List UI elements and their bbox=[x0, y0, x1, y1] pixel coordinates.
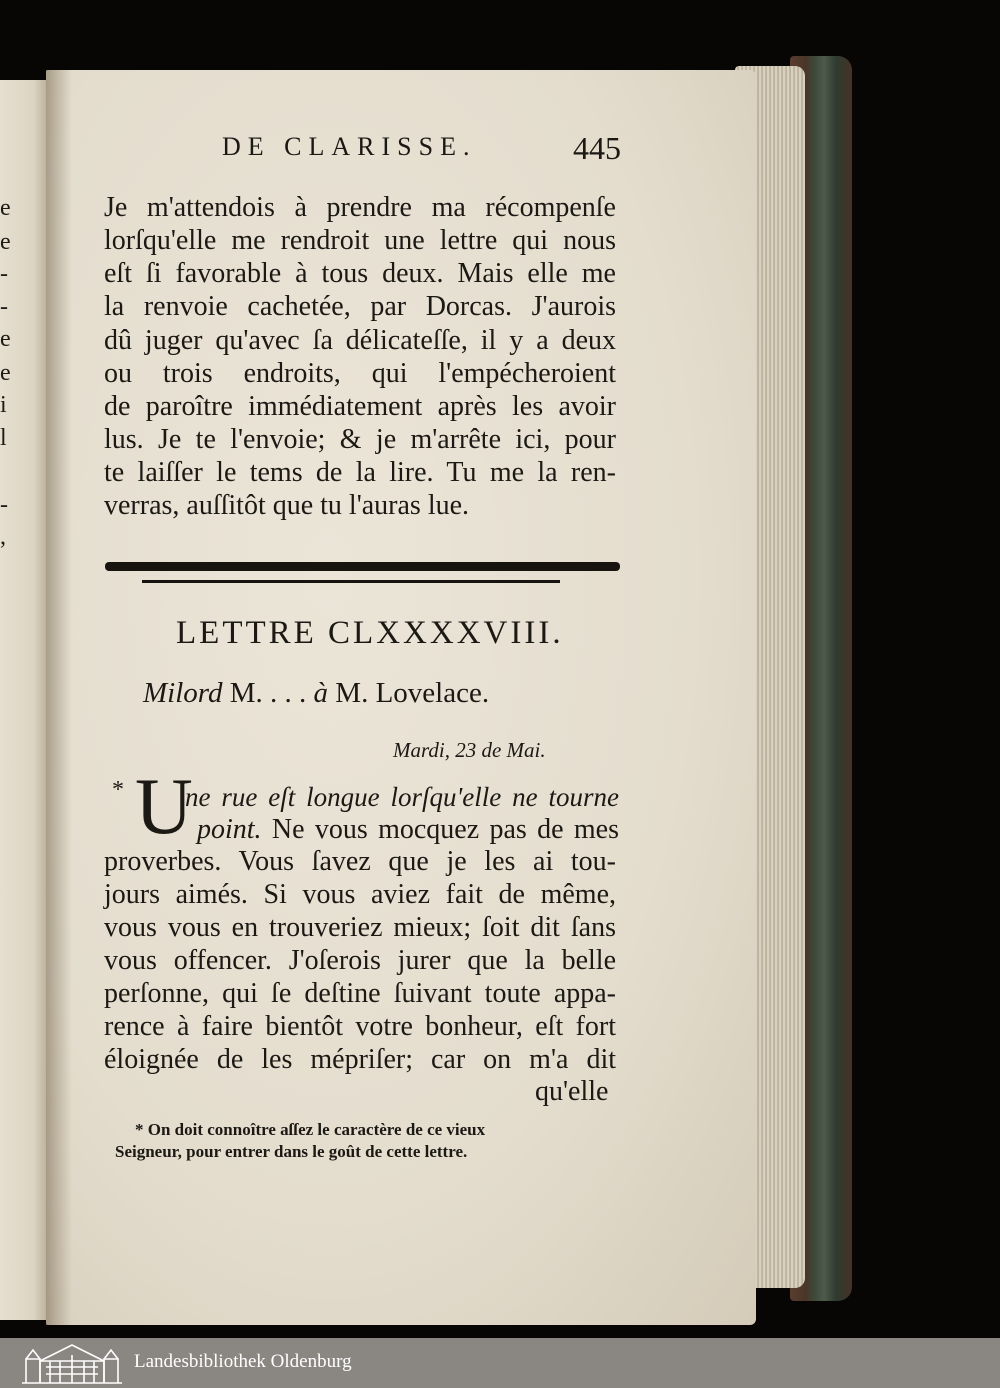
section-rule-thin bbox=[142, 580, 560, 583]
left-margin-letter: e bbox=[0, 195, 11, 221]
footnote-marker: * bbox=[112, 777, 124, 803]
left-page-edge bbox=[0, 80, 48, 1320]
left-margin-letter: i bbox=[0, 392, 7, 418]
letter-title: LETTRE CLXXXXVIII. bbox=[176, 615, 564, 651]
text-line: ou trois endroits, qui l'empécheroient bbox=[104, 358, 616, 389]
left-margin-letter: , bbox=[0, 524, 6, 550]
page-number: 445 bbox=[573, 130, 621, 166]
left-margin-letter: - bbox=[0, 261, 8, 287]
text-line: perſonne, qui ſe deſtine ſuivant toute appa- bbox=[104, 978, 616, 1009]
text-line-rest: Ne vous mocquez pas de mes bbox=[261, 814, 619, 845]
text-line: de paroître immédiatement après les avoir bbox=[104, 391, 616, 422]
left-margin-letter: e bbox=[0, 326, 11, 352]
library-building-icon bbox=[20, 1341, 124, 1385]
text-line: Je m'attendois à prendre ma récompenſe bbox=[104, 192, 616, 223]
section-rule-thick bbox=[105, 562, 620, 571]
footer-brand: Landesbibliothek Oldenburg bbox=[134, 1351, 352, 1372]
footnote-line: * On doit connoître aſſez le caractère de ce vieux bbox=[135, 1120, 486, 1139]
text-line: éloignée de les mépriſer; car on m'a dit bbox=[104, 1044, 616, 1075]
left-margin-letter: e bbox=[0, 360, 11, 386]
salutation bbox=[143, 677, 489, 710]
text-line: rence à faire bientôt votre bonheur, eſt fort bbox=[104, 1011, 616, 1042]
text-line: vous vous en trouveriez mieux; ſoit dit ſans bbox=[104, 912, 616, 943]
italic-word: point. bbox=[197, 814, 262, 845]
text-line: lus. Je te l'envoie; & je m'arrête ici, pour bbox=[104, 424, 616, 455]
catchword: qu'elle bbox=[535, 1076, 609, 1107]
text-line bbox=[197, 814, 619, 846]
running-head: DE CLARISSE. bbox=[222, 132, 477, 161]
page-gutter-shadow bbox=[46, 70, 72, 1325]
text-line: lorſqu'elle me rendroit une lettre qui nous bbox=[104, 225, 616, 256]
text-line: te laiſſer le tems de la lire. Tu me la ren- bbox=[104, 457, 616, 488]
left-margin-letter: e bbox=[0, 229, 11, 255]
text-line: verras, auſſitôt que tu l'auras lue. bbox=[104, 490, 470, 521]
left-margin-letter: - bbox=[0, 294, 8, 320]
text-line: la renvoie cachetée, par Dorcas. J'aurois bbox=[104, 291, 616, 322]
salutation-sender-rest: M. . . . bbox=[222, 677, 314, 709]
text-line: eſt ſi favorable à tous deux. Mais elle me bbox=[104, 258, 616, 289]
salutation-sender: Milord bbox=[143, 677, 223, 709]
left-margin-letter: - bbox=[0, 492, 8, 518]
footnote-line: Seigneur, pour entrer dans le goût de cette lettre. bbox=[115, 1142, 468, 1161]
text-line: proverbes. Vous ſavez que je les ai tou- bbox=[104, 846, 616, 877]
salutation-prep: à bbox=[313, 677, 329, 709]
drop-cap: U bbox=[135, 763, 193, 851]
text-line: jours aimés. Si vous aviez fait de même, bbox=[104, 879, 616, 910]
text-line-italic: ne rue eſt longue lorſqu'elle ne tourne bbox=[185, 782, 619, 812]
text-line: vous offencer. J'oſerois jurer que la belle bbox=[104, 945, 616, 976]
salutation-recipient: M. Lovelace. bbox=[328, 677, 490, 709]
left-margin-letter: l bbox=[0, 425, 7, 451]
dateline: Mardi, 23 de Mai. bbox=[393, 738, 546, 762]
text-line: dû juger qu'avec ſa délicateſſe, il y a deux bbox=[104, 325, 616, 356]
